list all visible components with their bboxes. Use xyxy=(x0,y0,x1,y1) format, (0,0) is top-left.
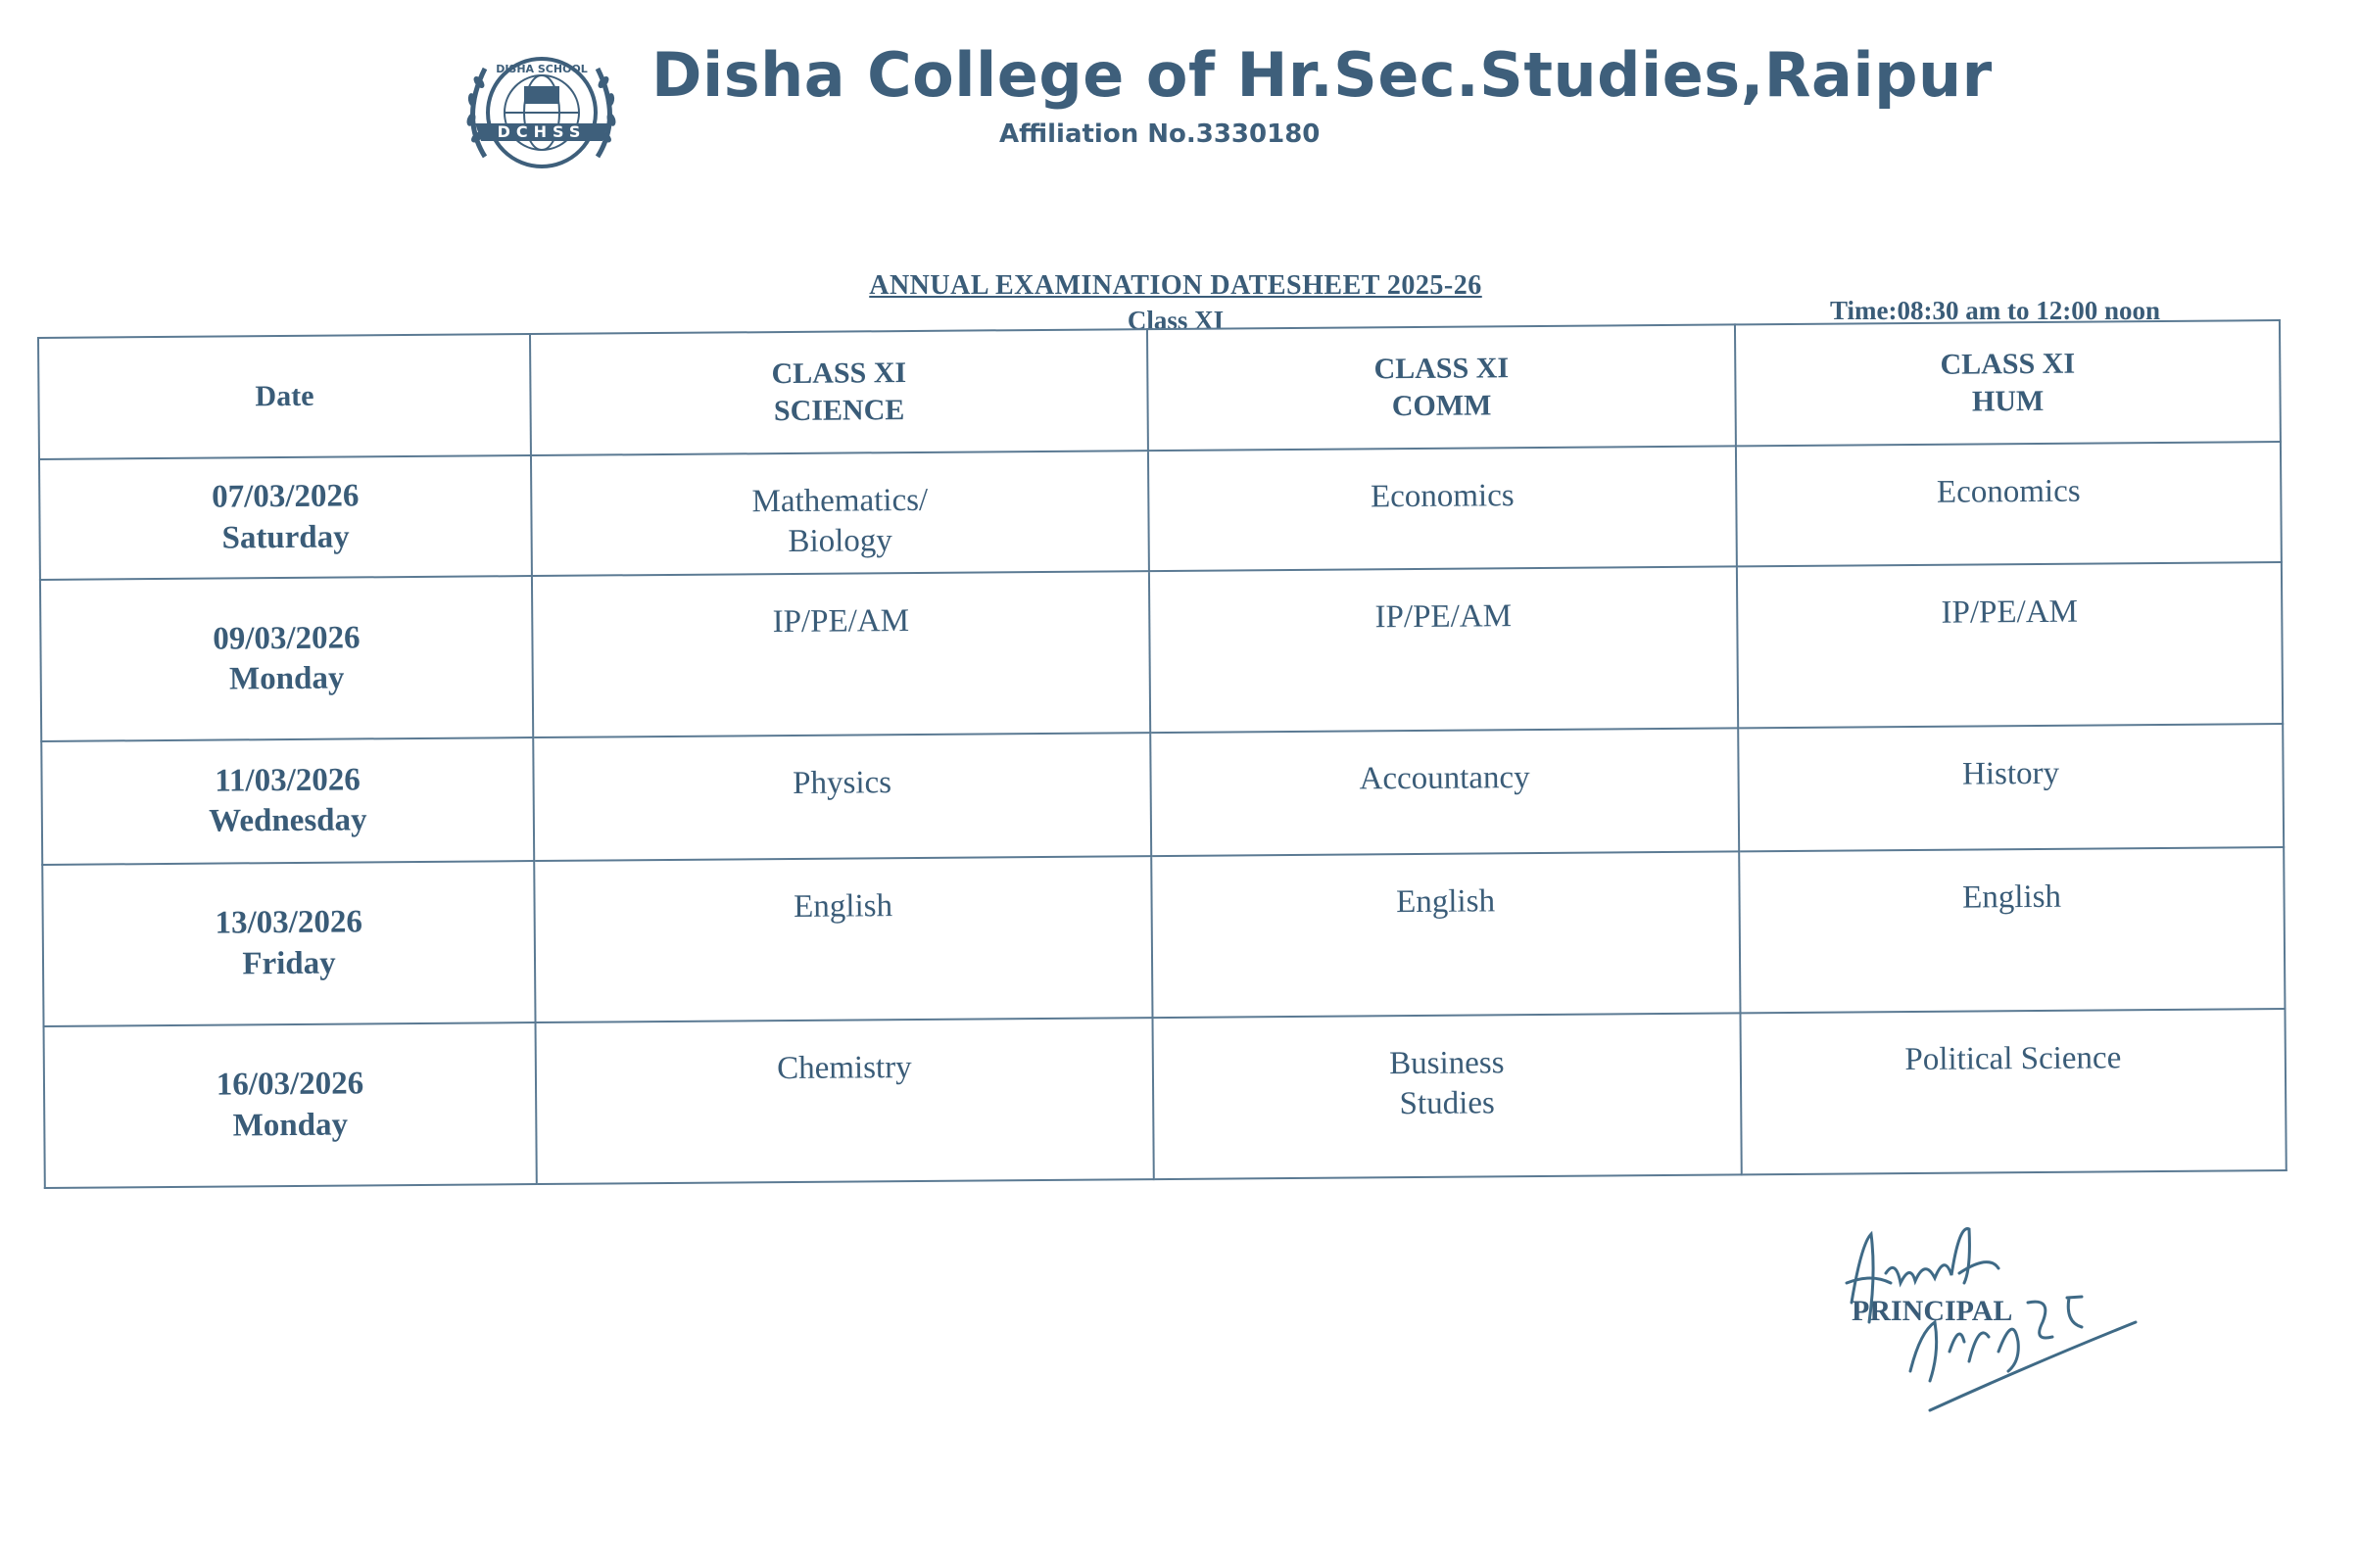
letterhead xyxy=(456,39,1993,186)
affiliation-number: Affiliation No.3330180 xyxy=(999,119,1321,149)
table-row xyxy=(44,1009,2287,1188)
comm-subject-cell: English xyxy=(1151,851,1740,1018)
table-header-row xyxy=(38,320,2281,459)
hum-subject-cell: Economics xyxy=(1736,442,2282,567)
exam-title: ANNUAL EXAMINATION DATESHEET 2025-26 xyxy=(869,270,1482,301)
science-subject-cell: Mathematics/ Biology xyxy=(531,451,1149,577)
svg-text:DISHA SCHOOL: DISHA SCHOOL xyxy=(496,63,588,75)
class-label: Class XI xyxy=(1127,306,1225,335)
date-cell: 13/03/2026 Friday xyxy=(42,861,535,1026)
table-row xyxy=(39,442,2282,581)
science-subject-cell: Physics xyxy=(533,733,1151,861)
table-row xyxy=(40,562,2283,741)
college-name: Disha College of Hr.Sec.Studies,Raipur xyxy=(651,39,1993,111)
header-science: CLASS XI SCIENCE xyxy=(530,329,1148,455)
header-hum: CLASS XI HUM xyxy=(1735,320,2281,446)
comm-subject-cell: Economics xyxy=(1148,446,1737,571)
exam-time: Time:08:30 am to 12:00 noon xyxy=(1830,296,2160,325)
principal-signature xyxy=(1842,1214,2155,1430)
hum-subject-cell: History xyxy=(1738,724,2284,851)
science-subject-cell: Chemistry xyxy=(536,1018,1154,1184)
header-comm: CLASS XI COMM xyxy=(1147,324,1736,450)
datesheet-table-wrapper xyxy=(37,319,2287,1189)
table-row xyxy=(42,847,2285,1026)
hum-subject-cell: IP/PE/AM xyxy=(1737,562,2283,728)
hum-subject-cell: Political Science xyxy=(1740,1009,2286,1174)
hum-subject-cell: English xyxy=(1739,847,2285,1013)
comm-subject-cell: Business Studies xyxy=(1152,1013,1741,1179)
datesheet-table xyxy=(37,319,2287,1189)
science-subject-cell: English xyxy=(534,856,1152,1022)
date-cell: 16/03/2026 Monday xyxy=(44,1022,537,1188)
comm-subject-cell: IP/PE/AM xyxy=(1149,567,1738,734)
svg-text:DCHSS: DCHSS xyxy=(497,122,587,141)
science-subject-cell: IP/PE/AM xyxy=(532,572,1150,738)
comm-subject-cell: Accountancy xyxy=(1150,729,1739,856)
table-row xyxy=(41,724,2284,865)
school-logo xyxy=(456,39,627,186)
date-cell: 11/03/2026 Wednesday xyxy=(41,737,534,865)
date-cell: 07/03/2026 Saturday xyxy=(39,455,532,581)
date-cell: 09/03/2026 Monday xyxy=(40,576,533,741)
header-date: Date xyxy=(38,334,531,459)
principal-label: PRINCIPAL xyxy=(1852,1295,2013,1327)
